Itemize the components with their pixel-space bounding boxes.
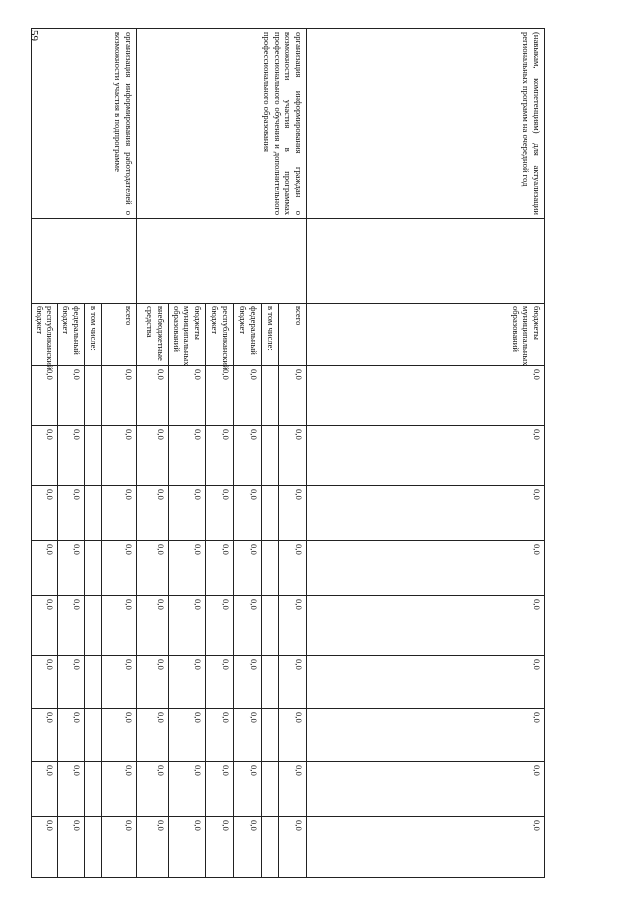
value-cell xyxy=(84,762,101,817)
value-cell xyxy=(262,709,279,762)
table-row xyxy=(101,29,136,878)
funding-source-cell: республиканский бюджет xyxy=(206,304,234,366)
value-cell: 0,0 xyxy=(101,817,136,878)
value-cell: 0,0 xyxy=(31,709,57,762)
value-cell: 0,0 xyxy=(31,366,57,426)
value-cell: 0,0 xyxy=(31,656,57,709)
value-cell: 0,0 xyxy=(101,541,136,596)
value-cell: 0,0 xyxy=(168,426,205,486)
value-cell: 0,0 xyxy=(31,817,57,878)
funding-source-cell: в том числе: xyxy=(262,304,279,366)
value-cell: 0,0 xyxy=(101,596,136,656)
value-cell: 0,0 xyxy=(136,486,168,541)
value-cell: 0,0 xyxy=(101,656,136,709)
value-cell: 0,0 xyxy=(206,817,234,878)
value-cell: 0,0 xyxy=(307,709,545,762)
value-cell: 0,0 xyxy=(279,596,307,656)
value-cell: 0,0 xyxy=(234,426,262,486)
value-cell xyxy=(84,541,101,596)
rotated-table-sheet xyxy=(31,28,545,878)
value-cell: 0,0 xyxy=(279,817,307,878)
value-cell xyxy=(84,817,101,878)
value-cell: 0,0 xyxy=(279,486,307,541)
value-cell xyxy=(84,486,101,541)
value-cell: 0,0 xyxy=(234,817,262,878)
value-cell: 0,0 xyxy=(307,762,545,817)
value-cell: 0,0 xyxy=(31,486,57,541)
executor-cell xyxy=(307,219,545,304)
value-cell xyxy=(262,426,279,486)
value-cell: 0,0 xyxy=(101,366,136,426)
value-cell: 0,0 xyxy=(279,541,307,596)
funding-source-cell: всего xyxy=(101,304,136,366)
value-cell: 0,0 xyxy=(136,366,168,426)
value-cell xyxy=(262,366,279,426)
value-cell: 0,0 xyxy=(307,426,545,486)
value-cell: 0,0 xyxy=(136,426,168,486)
value-cell: 0,0 xyxy=(168,366,205,426)
value-cell: 0,0 xyxy=(168,596,205,656)
value-cell xyxy=(84,596,101,656)
value-cell: 0,0 xyxy=(206,596,234,656)
value-cell: 0,0 xyxy=(279,656,307,709)
value-cell xyxy=(84,366,101,426)
value-cell: 0,0 xyxy=(206,541,234,596)
value-cell: 0,0 xyxy=(58,709,84,762)
value-cell xyxy=(262,541,279,596)
value-cell: 0,0 xyxy=(31,762,57,817)
value-cell: 0,0 xyxy=(168,709,205,762)
activity-cell: организация информирования граждан о возможности участия в программах профессионального обучения и дополнительного профессионального образования xyxy=(136,29,306,219)
value-cell: 0,0 xyxy=(234,596,262,656)
table-row xyxy=(279,29,307,878)
value-cell: 0,0 xyxy=(31,426,57,486)
value-cell: 0,0 xyxy=(206,486,234,541)
value-cell: 0,0 xyxy=(101,426,136,486)
value-cell: 0,0 xyxy=(58,596,84,656)
funding-source-cell: всего xyxy=(279,304,307,366)
value-cell: 0,0 xyxy=(206,656,234,709)
value-cell: 0,0 xyxy=(234,541,262,596)
value-cell: 0,0 xyxy=(279,709,307,762)
value-cell: 0,0 xyxy=(101,709,136,762)
funding-source-cell: бюджеты муниципальных образований xyxy=(307,304,545,366)
value-cell xyxy=(84,656,101,709)
value-cell: 0,0 xyxy=(168,486,205,541)
value-cell: 0,0 xyxy=(58,817,84,878)
value-cell: 0,0 xyxy=(234,486,262,541)
value-cell: 0,0 xyxy=(136,817,168,878)
value-cell xyxy=(262,656,279,709)
value-cell: 0,0 xyxy=(307,596,545,656)
value-cell: 0,0 xyxy=(206,426,234,486)
value-cell: 0,0 xyxy=(101,762,136,817)
value-cell: 0,0 xyxy=(58,366,84,426)
table-row xyxy=(307,29,545,878)
value-cell: 0,0 xyxy=(101,486,136,541)
value-cell: 0,0 xyxy=(168,541,205,596)
value-cell: 0,0 xyxy=(206,709,234,762)
value-cell: 0,0 xyxy=(234,656,262,709)
value-cell: 0,0 xyxy=(31,596,57,656)
value-cell xyxy=(262,817,279,878)
value-cell: 0,0 xyxy=(58,541,84,596)
value-cell: 0,0 xyxy=(58,762,84,817)
value-cell: 0,0 xyxy=(307,366,545,426)
value-cell: 0,0 xyxy=(234,762,262,817)
activity-cell: организация информирования работодателей о возможности участия в подпрограмме xyxy=(31,29,136,219)
value-cell: 0,0 xyxy=(58,486,84,541)
funding-table xyxy=(31,28,545,878)
value-cell: 0,0 xyxy=(136,596,168,656)
value-cell xyxy=(262,762,279,817)
value-cell xyxy=(84,426,101,486)
value-cell: 0,0 xyxy=(58,656,84,709)
value-cell: 0,0 xyxy=(307,541,545,596)
value-cell: 0,0 xyxy=(307,486,545,541)
value-cell: 0,0 xyxy=(168,817,205,878)
value-cell: 0,0 xyxy=(234,366,262,426)
funding-source-cell: в том числе: xyxy=(84,304,101,366)
funding-source-cell: республиканский бюджет xyxy=(31,304,57,366)
value-cell xyxy=(262,486,279,541)
value-cell: 0,0 xyxy=(136,541,168,596)
page-number: 59 xyxy=(28,30,40,41)
value-cell: 0,0 xyxy=(136,762,168,817)
value-cell: 0,0 xyxy=(234,709,262,762)
value-cell xyxy=(262,596,279,656)
value-cell: 0,0 xyxy=(168,762,205,817)
value-cell: 0,0 xyxy=(136,709,168,762)
value-cell: 0,0 xyxy=(279,762,307,817)
value-cell: 0,0 xyxy=(307,817,545,878)
value-cell: 0,0 xyxy=(58,426,84,486)
value-cell: 0,0 xyxy=(206,366,234,426)
value-cell: 0,0 xyxy=(168,656,205,709)
value-cell: 0,0 xyxy=(206,762,234,817)
funding-source-cell: внебюджетные средства xyxy=(136,304,168,366)
value-cell: 0,0 xyxy=(136,656,168,709)
executor-cell xyxy=(31,219,136,304)
value-cell: 0,0 xyxy=(279,366,307,426)
value-cell: 0,0 xyxy=(279,426,307,486)
value-cell xyxy=(84,709,101,762)
funding-source-cell: федеральный бюджет xyxy=(58,304,84,366)
value-cell: 0,0 xyxy=(307,656,545,709)
funding-source-cell: бюджеты муниципальных образований xyxy=(168,304,205,366)
value-cell: 0,0 xyxy=(31,541,57,596)
activity-cell: (навыкам, компетенциям) для актуализации региональных программ на очередной год xyxy=(307,29,545,219)
funding-source-cell: федеральный бюджет xyxy=(234,304,262,366)
executor-cell xyxy=(136,219,306,304)
